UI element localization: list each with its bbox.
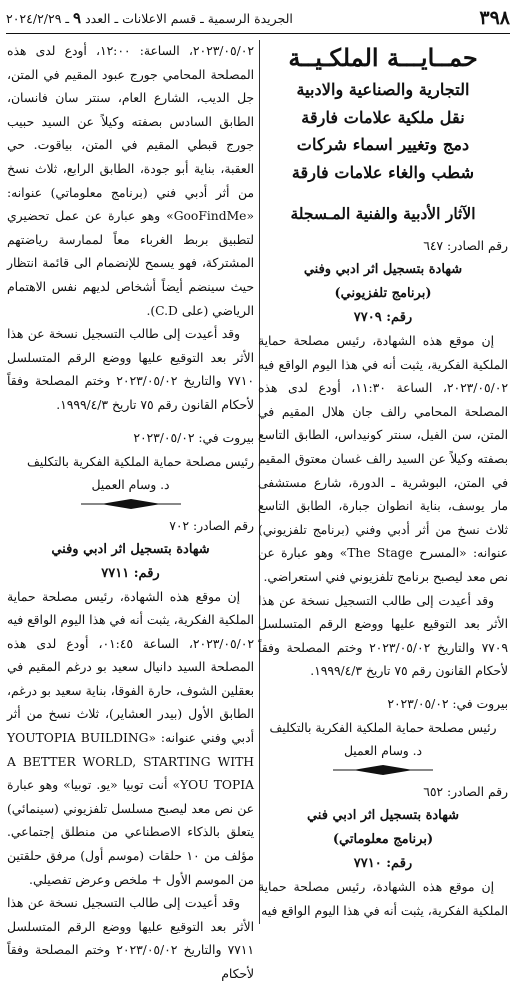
department-line: نقل ملكية علامات فارقة (301, 107, 465, 127)
department-line: دمج وتغيير اسماء شركات (296, 135, 470, 154)
certificate-body: إن موقع هذه الشهادة، رئيس مصلحة حماية الملكية الفكرية، يثبت أنه في هذا اليوم الواقع فيه ٢٠٢٣/٠٥/٠٢، الساعة ١١:٣٠، أودع لدى هذه المصلحة المحامي رالف جان هلال المقيم في المتن، سن الفيل، سنتر كونيداس، الطابق التاسع بصفته وكيلاً عن السيد رالف غسان معتوق المقيم في المتن، البوشرية ـ الدورة، شارع مستشفى مار يوسف، بناية انطوان جبارة، الطابق التاسع ثلاث نسخ من أثر أدبي وفني (برنامج تلفزيوني) عنوانه: «المسرح The Stage» وهو عبارة عن نص معد ليصبح برنامج تلفزيوني فني استعراضي. (258, 334, 509, 584)
department-title: حمــايـــة الملكـيــة (288, 43, 478, 72)
issue-date: ـ ٢٠٢٤/٢/٢٩ (6, 11, 70, 26)
certificate-return-note: وقد أعيدت إلى طالب التسجيل نسخة عن هذا الأثر بعد التوقيع عليها ووضع الرقم المتسلسل ٧٧٠٩ والتاريخ ٢٠٢٣/٠٥/٠٢ وختم المصلحة وفقاً لأحكام القانون رقم ٧٥ تاريخ ١٩٩٩/٤/٣. (258, 593, 508, 679)
department-line: التجارية والصناعية والادبية (296, 80, 470, 99)
certificate-title: شهادة بتسجيل اثر ادبي فني (306, 807, 460, 823)
certificate-body: إن موقع هذه الشهادة، رئيس مصلحة حماية الملكية الفكرية، يثبت أنه في هذا اليوم الواقع فيه (258, 879, 508, 918)
issue-ref-number: رقم الصادر: ٦٥٢ (423, 784, 508, 799)
signer-name: د. وسام العميل (343, 743, 423, 758)
gazette-title (6, 9, 293, 27)
gazette-name: الجريدة الرسمية ـ قسم الاعلانات ـ العدد (85, 11, 293, 26)
separator-ornament (333, 764, 433, 776)
certificate-return-note: وقد أعيدت إلى طالب التسجيل نسخة عن هذا الأثر بعد التوقيع عليها ووضع الرقم المتسلسل ٧٧١١ والتاريخ ٢٠٢٣/٠٥/٠٢ وختم المصلحة وفقاً لأحكام (7, 896, 254, 981)
issue-ref-number: رقم الصادر: ٦٤٧ (423, 239, 508, 253)
issue-number: ٩ (73, 9, 82, 27)
certificate-type: (برنامج تلفزيوني) (334, 286, 432, 301)
certificate-title: شهادة بتسجيل اثر ادبي وفني (303, 262, 463, 277)
left-column (7, 40, 254, 987)
separator-ornament (81, 498, 181, 510)
certificate-title: شهادة بتسجيل اثر ادبي وفني (51, 541, 210, 557)
right-column (258, 40, 508, 923)
page-header (6, 6, 510, 30)
place-date: بيروت في: ٢٠٢٣/٠٥/٠٢ (133, 430, 254, 445)
certificate-return-note: وقد أعيدت إلى طالب التسجيل نسخة عن هذا الأثر بعد التوقيع عليها ووضع الرقم المتسلسل ٧٧١٠ والتاريخ ٢٠٢٣/٠٥/٠٢ وختم المصلحة وفقاً لأحكام القانون رقم ٧٥ تاريخ ١٩٩٩/٤/٣. (7, 327, 254, 412)
department-heading (258, 40, 508, 186)
certificate-body: إن موقع هذه الشهادة، رئيس مصلحة حماية الملكية الفكرية، يثبت أنه في هذا اليوم الواقع فيه ٢٠٢٣/٠٥/٠٢، الساعة ٠١:٤٥، أودع لدى هذه المصلحة السيد دانيال سعيد بو درغم المقيم في بعقلين الشوف، حارة الفوقا، بناية سعيد بو درغم، الطابق الأول (بيدر العشاير)، ثلاث نسخ من أثر أدبي وفني عنوانه: «YOUTOPIA BUILDING A BETTER WORLD, STARTING WITH YOU TOPIA» أنت توبيا «يو. توبيا» وهو عبارة عن نص معد ليصبح مسلسل تلفزيوني (سينمائي) يتعلق بالذكاء الاصطناعي من منطلق إجتماعي. مؤلف من ١٠ حلقات (موسم أول) مرفق حلقتين من الموسم الأول + ملخص وعرض تفصيلي. (7, 589, 254, 887)
registration-number: رقم: ٧٧١٠ (353, 855, 413, 871)
signer-title: رئيس مصلحة حماية الملكية الفكرية بالتكليف (27, 454, 254, 469)
department-line: شطب والغاء علامات فارقة (291, 162, 475, 182)
signer-title: رئيس مصلحة حماية الملكية الفكرية بالتكليف (269, 720, 497, 735)
issue-ref-number: رقم الصادر: ٧٠٢ (169, 518, 254, 533)
certificate-body-continued: ٢٠٢٣/٠٥/٠٢، الساعة: ١٢:٠٠، أودع لدى هذه المصلحة المحامي جورج عبود المقيم في المتن، جل الديب، الشارع العام، سنتر سان فانسان، الطابق السادس بصفته وكيلاً عن السيد حبيب جورج قبطي المقيم في المتن، بياقوت. حي العقبة، بناية أبو جودة، الطابق الرابع، ثلاث نسخ من أثر أدبي فني (برنامج معلوماتي) عنوانه: «GooFindMe» وهو عبارة عن عمل تحضيري لتطبيق بربط الغرباء معاً لممارسة رياضتهم المشتركة، فهو يسمح للإنضمام الى قائمة انتظار حيث سينضم أيضاً أشخاص لديهم نفس الاهتمام الرياضي (على C.D). (7, 44, 254, 318)
signer-name: د. وسام العميل (91, 477, 170, 492)
registration-number: رقم: ٧٧٠٩ (353, 310, 413, 325)
certificate-type: (برنامج معلوماتي) (332, 831, 434, 847)
header-rule (6, 33, 510, 34)
page-number: ٣٩٨ (479, 7, 510, 29)
place-date: بيروت في: ٢٠٢٣/٠٥/٠٢ (387, 696, 508, 711)
section-title: الآثار الأدبية والفنية المـسجلة (290, 204, 476, 223)
registration-number: رقم: ٧٧١١ (101, 565, 160, 581)
